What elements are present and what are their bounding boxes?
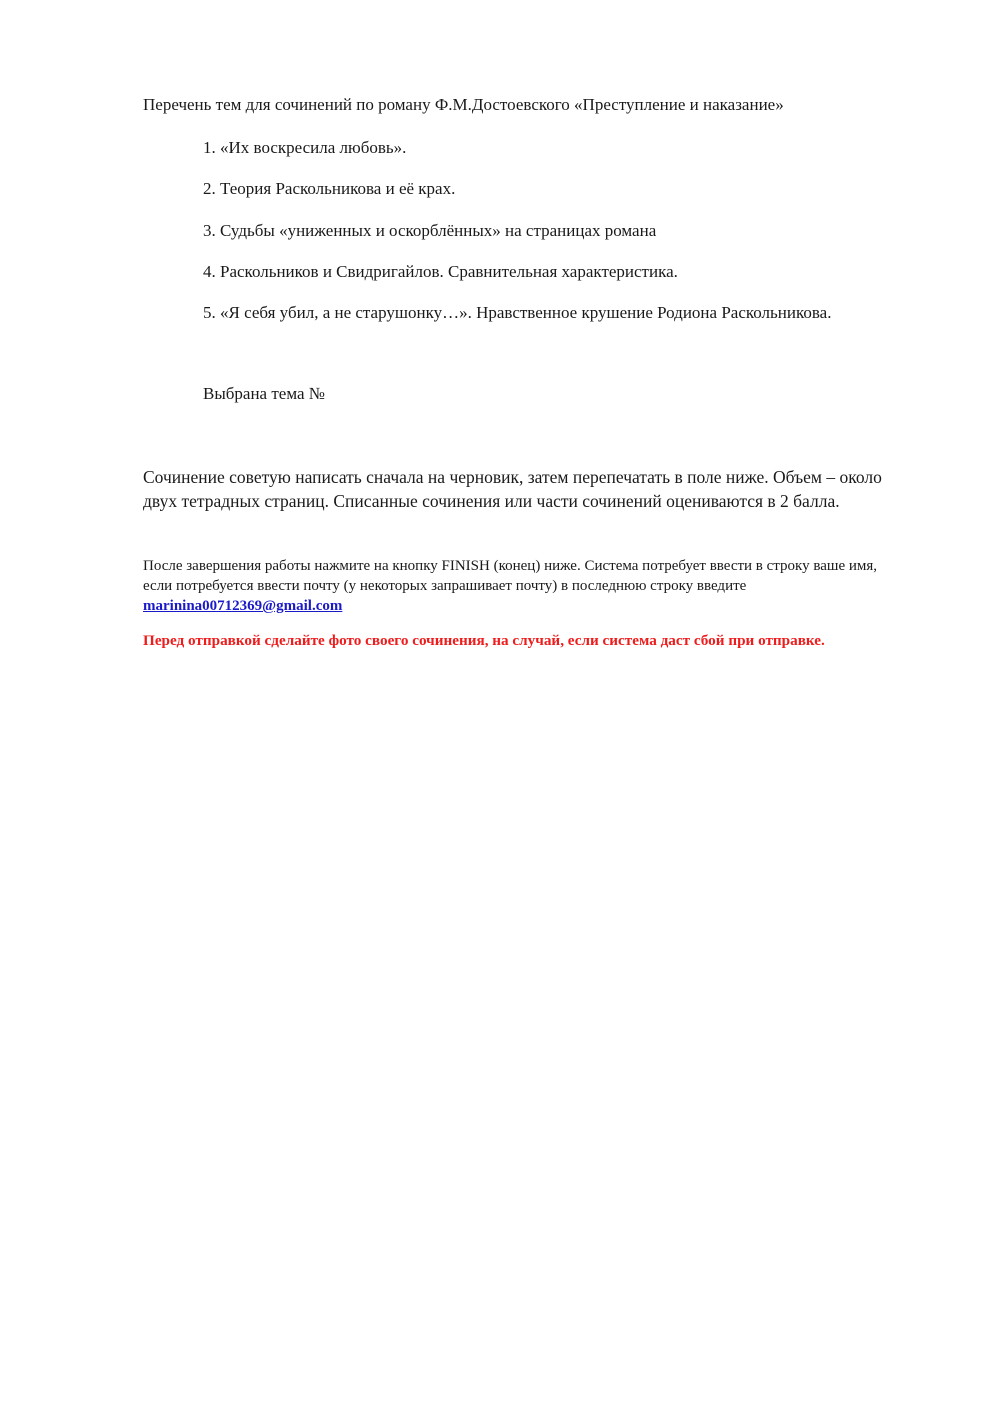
topic-item-1: 1. «Их воскресила любовь». — [203, 138, 407, 157]
warning-note: Перед отправкой сделайте фото своего сочинения, на случай, если система даст сбой при отправке. — [143, 632, 825, 649]
email-link[interactable]: marinina00712369@gmail.com — [143, 598, 343, 614]
finish-instructions — [143, 556, 903, 616]
document-title: Перечень тем для сочинений по роману Ф.М.Достоевского «Преступление и наказание» — [143, 95, 784, 114]
topic-item-4: 4. Раскольников и Свидригайлов. Сравнительная характеристика. — [203, 261, 678, 281]
topic-item-3: 3. Судьбы «униженных и оскорблённых» на страницах романа — [203, 220, 657, 240]
advice-paragraph: Сочинение советую написать сначала на черновик, затем перепечатать в поле ниже. Объем – около двух тетрадных страниц. Списанные сочинения или части сочинений оцениваются в 2 балла. — [143, 467, 882, 511]
topic-item-2: 2. Теория Раскольникова и её крах. — [203, 179, 456, 199]
chosen-topic-label: Выбрана тема № — [203, 384, 325, 403]
finish-instructions-text: После завершения работы нажмите на кнопку FINISH (конец) ниже. Система потребует ввести в строку ваше имя, если потребуется ввести почту (у некоторых запрашивает почту) в последнюю строку введите — [143, 558, 878, 594]
topic-item-5: 5. «Я себя убил, а не старушонку…». Нравственное крушение Родиона Раскольникова. — [203, 303, 832, 323]
topic-list — [203, 137, 831, 343]
